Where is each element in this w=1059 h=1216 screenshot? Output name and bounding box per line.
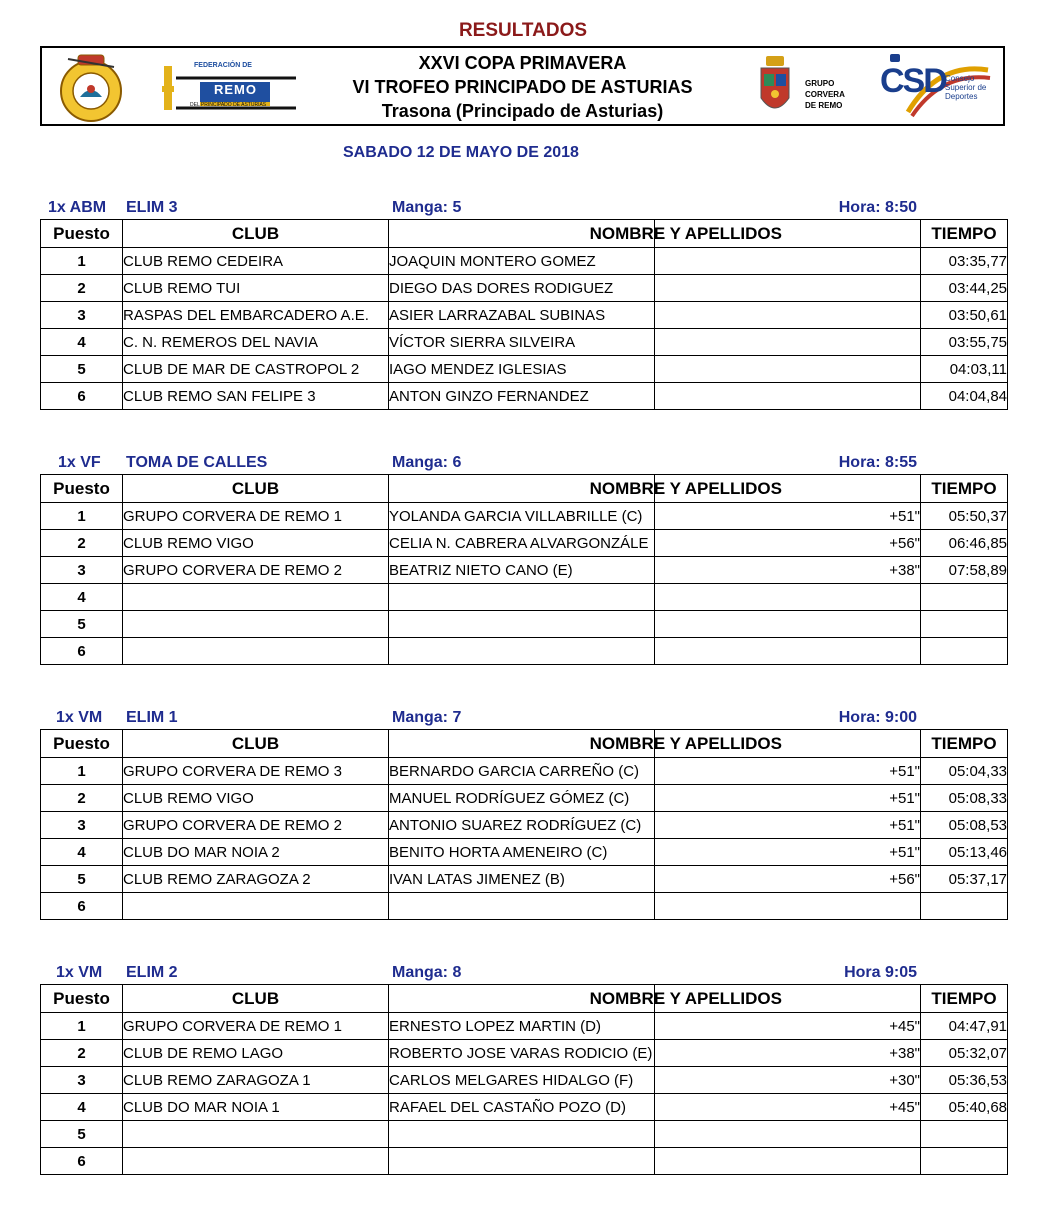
results-section [40, 197, 1007, 410]
col-tiempo: TIEMPO [921, 730, 1008, 758]
handicap-cell [655, 248, 921, 275]
handicap-cell [655, 383, 921, 410]
club-cell: CLUB REMO ZARAGOZA 1 [123, 1067, 389, 1094]
table-row [41, 1148, 1008, 1175]
position-cell: 5 [41, 866, 123, 893]
table-row [41, 1121, 1008, 1148]
section-manga: Manga: 6 [392, 454, 462, 471]
section-category: 1x VM [56, 709, 103, 726]
club-cell: CLUB DE MAR DE CASTROPOL 2 [123, 356, 389, 383]
results-table [40, 984, 1008, 1175]
time-cell: 05:36,53 [921, 1067, 1008, 1094]
time-cell: 05:32,07 [921, 1040, 1008, 1067]
col-tiempo: TIEMPO [921, 475, 1008, 503]
time-cell: 05:40,68 [921, 1094, 1008, 1121]
section-round: ELIM 1 [126, 709, 178, 726]
table-row [41, 584, 1008, 611]
col-nombre: NOMBRE Y APELLIDOS [389, 220, 655, 248]
rower-name-cell: ANTON GINZO FERNANDEZ [389, 383, 655, 410]
rower-name-cell: CARLOS MELGARES HIDALGO (F) [389, 1067, 655, 1094]
rower-name-cell: ASIER LARRAZABAL SUBINAS [389, 302, 655, 329]
club-cell: C. N. REMEROS DEL NAVIA [123, 329, 389, 356]
position-cell: 1 [41, 503, 123, 530]
club-cell: RASPAS DEL EMBARCADERO A.E. [123, 302, 389, 329]
grupo-corvera-text: GRUPO CORVERA DE REMO [805, 79, 845, 110]
time-cell: 04:03,11 [921, 356, 1008, 383]
club-cell: CLUB REMO ZARAGOZA 2 [123, 866, 389, 893]
table-row [41, 758, 1008, 785]
time-cell: 05:08,53 [921, 812, 1008, 839]
section-header [40, 707, 1007, 729]
section-hora: Hora: 8:55 [838, 454, 917, 471]
handicap-cell: +51" [655, 812, 921, 839]
handicap-cell: +51" [655, 839, 921, 866]
position-cell: 6 [41, 383, 123, 410]
rower-name-cell: MANUEL RODRÍGUEZ GÓMEZ (C) [389, 785, 655, 812]
section-header [40, 452, 1007, 474]
table-row [41, 557, 1008, 584]
rower-name-cell: ROBERTO JOSE VARAS RODICIO (E) [389, 1040, 655, 1067]
handicap-cell: +38" [655, 557, 921, 584]
table-header-row [41, 985, 1008, 1013]
document-title: RESULTADOS [458, 20, 588, 41]
time-cell: 05:13,46 [921, 839, 1008, 866]
time-cell [921, 1148, 1008, 1175]
section-category: 1x VF [58, 454, 101, 471]
time-cell: 03:50,61 [921, 302, 1008, 329]
fed-logo-text-bottom: DEL PRINCIPADO DE ASTURIAS [190, 102, 267, 108]
club-cell: GRUPO CORVERA DE REMO 2 [123, 557, 389, 584]
header-line-1: XXVI COPA PRIMAVERA [418, 53, 627, 73]
col-puesto: Puesto [41, 730, 123, 758]
position-cell: 4 [41, 839, 123, 866]
position-cell: 2 [41, 1040, 123, 1067]
position-cell: 3 [41, 557, 123, 584]
table-row [41, 812, 1008, 839]
handicap-cell: +38" [655, 1040, 921, 1067]
rower-name-cell: VÍCTOR SIERRA SILVEIRA [389, 329, 655, 356]
rower-name-cell: IAGO MENDEZ IGLESIAS [389, 356, 655, 383]
position-cell: 1 [41, 1013, 123, 1040]
col-nombre: NOMBRE Y APELLIDOS [389, 730, 655, 758]
time-cell: 04:47,91 [921, 1013, 1008, 1040]
rower-name-cell: DIEGO DAS DORES RODIGUEZ [389, 275, 655, 302]
club-cell: CLUB DE REMO LAGO [123, 1040, 389, 1067]
time-cell: 06:46,85 [921, 530, 1008, 557]
section-manga: Manga: 8 [392, 964, 462, 981]
rower-name-cell: BEATRIZ NIETO CANO (E) [389, 557, 655, 584]
handicap-cell [655, 356, 921, 383]
col-puesto: Puesto [41, 475, 123, 503]
club-cell [123, 893, 389, 920]
section-hora: Hora: 8:50 [838, 199, 917, 216]
position-cell: 2 [41, 785, 123, 812]
rower-name-cell: IVAN LATAS JIMENEZ (B) [389, 866, 655, 893]
rower-name-cell: YOLANDA GARCIA VILLABRILLE (C) [389, 503, 655, 530]
col-tiempo: TIEMPO [921, 985, 1008, 1013]
results-table [40, 474, 1008, 665]
section-round: ELIM 2 [126, 964, 178, 981]
handicap-cell [655, 1121, 921, 1148]
table-row [41, 1040, 1008, 1067]
time-cell [921, 638, 1008, 665]
handicap-cell [655, 611, 921, 638]
table-row [41, 1094, 1008, 1121]
club-cell: CLUB REMO TUI [123, 275, 389, 302]
section-header [40, 197, 1007, 219]
handicap-cell [655, 275, 921, 302]
table-row [41, 356, 1008, 383]
table-row [41, 839, 1008, 866]
club-cell [123, 1148, 389, 1175]
time-cell [921, 1121, 1008, 1148]
club-cell [123, 1121, 389, 1148]
col-club: CLUB [123, 475, 389, 503]
position-cell: 3 [41, 1067, 123, 1094]
csd-text: Consejo Superior de Deportes [945, 74, 987, 101]
position-cell: 6 [41, 893, 123, 920]
rower-name-cell [389, 893, 655, 920]
table-row [41, 248, 1008, 275]
table-header-row [41, 730, 1008, 758]
club-cell: GRUPO CORVERA DE REMO 1 [123, 1013, 389, 1040]
table-row [41, 866, 1008, 893]
handicap-cell [655, 893, 921, 920]
time-cell: 05:50,37 [921, 503, 1008, 530]
table-row [41, 503, 1008, 530]
results-section [40, 707, 1007, 920]
rower-name-cell: CELIA N. CABRERA ALVARGONZÁLE [389, 530, 655, 557]
club-cell: CLUB REMO CEDEIRA [123, 248, 389, 275]
handicap-cell: +51" [655, 503, 921, 530]
handicap-cell: +45" [655, 1013, 921, 1040]
time-cell [921, 611, 1008, 638]
results-section [40, 962, 1007, 1175]
handicap-cell: +56" [655, 866, 921, 893]
time-cell [921, 893, 1008, 920]
club-cell: CLUB REMO VIGO [123, 785, 389, 812]
handicap-cell [655, 302, 921, 329]
position-cell: 5 [41, 1121, 123, 1148]
col-club: CLUB [123, 985, 389, 1013]
section-hora: Hora 9:05 [844, 964, 917, 981]
section-category: 1x ABM [48, 199, 107, 216]
table-header-row [41, 220, 1008, 248]
section-round: ELIM 3 [126, 199, 178, 216]
rower-name-cell: JOAQUIN MONTERO GOMEZ [389, 248, 655, 275]
position-cell: 3 [41, 812, 123, 839]
fed-logo-text-main: REMO [214, 82, 257, 97]
event-date: SABADO 12 DE MAYO DE 2018 [343, 144, 579, 161]
table-row [41, 1067, 1008, 1094]
col-club: CLUB [123, 220, 389, 248]
section-manga: Manga: 5 [392, 199, 462, 216]
grupo-corvera-crest-icon [758, 54, 792, 120]
time-cell [921, 584, 1008, 611]
section-category: 1x VM [56, 964, 103, 981]
rower-name-cell [389, 584, 655, 611]
position-cell: 5 [41, 611, 123, 638]
time-cell: 03:44,25 [921, 275, 1008, 302]
col-club: CLUB [123, 730, 389, 758]
position-cell: 4 [41, 584, 123, 611]
club-cell: CLUB REMO SAN FELIPE 3 [123, 383, 389, 410]
header-titles [42, 51, 1003, 123]
position-cell: 6 [41, 638, 123, 665]
club-cell [123, 584, 389, 611]
rower-name-cell [389, 1148, 655, 1175]
results-section [40, 452, 1007, 665]
header-line-3: Trasona (Principado de Asturias) [381, 101, 664, 121]
header-box [40, 46, 1005, 126]
col-nombre: NOMBRE Y APELLIDOS [389, 985, 655, 1013]
handicap-cell [655, 584, 921, 611]
position-cell: 3 [41, 302, 123, 329]
col-tiempo: TIEMPO [921, 220, 1008, 248]
club-cell: CLUB REMO VIGO [123, 530, 389, 557]
position-cell: 2 [41, 275, 123, 302]
time-cell: 07:58,89 [921, 557, 1008, 584]
rower-name-cell: BERNARDO GARCIA CARREÑO (C) [389, 758, 655, 785]
section-header [40, 962, 1007, 984]
col-puesto: Puesto [41, 985, 123, 1013]
club-cell [123, 638, 389, 665]
table-row [41, 329, 1008, 356]
csd-mark: CSD [880, 62, 946, 100]
handicap-cell: +30" [655, 1067, 921, 1094]
table-row [41, 893, 1008, 920]
time-cell: 05:08,33 [921, 785, 1008, 812]
handicap-cell [655, 1148, 921, 1175]
time-cell: 05:04,33 [921, 758, 1008, 785]
table-row [41, 611, 1008, 638]
time-cell: 03:55,75 [921, 329, 1008, 356]
section-round: TOMA DE CALLES [126, 454, 268, 471]
table-row [41, 302, 1008, 329]
rower-name-cell: ERNESTO LOPEZ MARTIN (D) [389, 1013, 655, 1040]
results-table [40, 219, 1008, 410]
table-row [41, 1013, 1008, 1040]
fed-logo-text-top: FEDERACIÓN DE [194, 62, 252, 69]
table-row [41, 530, 1008, 557]
club-cell: GRUPO CORVERA DE REMO 2 [123, 812, 389, 839]
table-row [41, 383, 1008, 410]
time-cell: 05:37,17 [921, 866, 1008, 893]
rower-name-cell [389, 611, 655, 638]
position-cell: 1 [41, 758, 123, 785]
rower-name-cell [389, 638, 655, 665]
rower-name-cell: ANTONIO SUAREZ RODRÍGUEZ (C) [389, 812, 655, 839]
club-cell: CLUB DO MAR NOIA 2 [123, 839, 389, 866]
position-cell: 1 [41, 248, 123, 275]
rower-name-cell: RAFAEL DEL CASTAÑO POZO (D) [389, 1094, 655, 1121]
club-cell: GRUPO CORVERA DE REMO 1 [123, 503, 389, 530]
handicap-cell: +56" [655, 530, 921, 557]
position-cell: 6 [41, 1148, 123, 1175]
header-line-2: VI TROFEO PRINCIPADO DE ASTURIAS [352, 77, 693, 97]
position-cell: 4 [41, 329, 123, 356]
table-row [41, 638, 1008, 665]
handicap-cell: +45" [655, 1094, 921, 1121]
handicap-cell: +51" [655, 758, 921, 785]
rower-name-cell: BENITO HORTA AMENEIRO (C) [389, 839, 655, 866]
position-cell: 5 [41, 356, 123, 383]
rower-name-cell [389, 1121, 655, 1148]
table-header-row [41, 475, 1008, 503]
handicap-cell: +51" [655, 785, 921, 812]
position-cell: 4 [41, 1094, 123, 1121]
position-cell: 2 [41, 530, 123, 557]
handicap-cell [655, 638, 921, 665]
handicap-cell [655, 329, 921, 356]
club-cell: CLUB DO MAR NOIA 1 [123, 1094, 389, 1121]
time-cell: 04:04,84 [921, 383, 1008, 410]
col-nombre: NOMBRE Y APELLIDOS [389, 475, 655, 503]
table-row [41, 275, 1008, 302]
section-hora: Hora: 9:00 [838, 709, 917, 726]
results-table [40, 729, 1008, 920]
col-puesto: Puesto [41, 220, 123, 248]
club-cell: GRUPO CORVERA DE REMO 3 [123, 758, 389, 785]
section-manga: Manga: 7 [392, 709, 462, 726]
club-cell [123, 611, 389, 638]
time-cell: 03:35,77 [921, 248, 1008, 275]
table-row [41, 785, 1008, 812]
